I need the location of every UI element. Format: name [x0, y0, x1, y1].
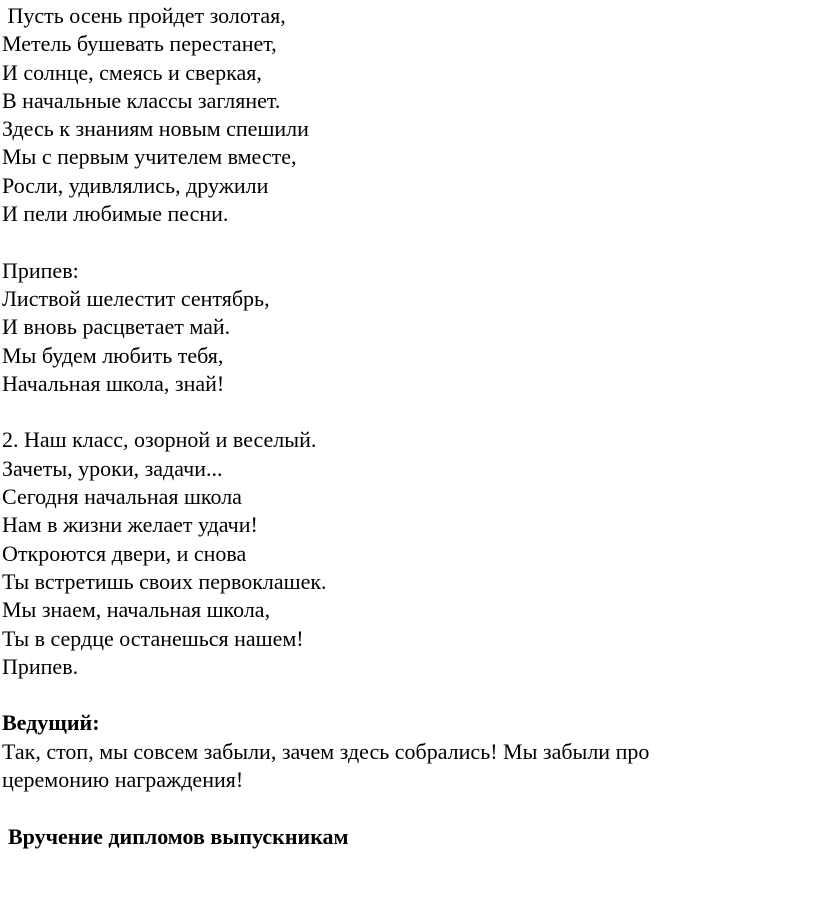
- section-heading: Вручение дипломов выпускникам: [8, 823, 349, 849]
- verse-line: Пусть осень пройдет золотая,: [2, 3, 286, 28]
- chorus: [2, 257, 812, 398]
- verse-line: Мы с первым учителем вместе,: [2, 144, 297, 170]
- verse-line: Сегодня начальная школа: [2, 484, 242, 510]
- verse-1: [2, 2, 812, 228]
- verse-line: В начальные классы заглянет.: [2, 87, 281, 113]
- verse-line: Зачеты, уроки, задачи...: [2, 455, 223, 481]
- chorus-line: Начальная школа, знай!: [2, 370, 225, 396]
- chorus-line: И вновь расцветает май.: [2, 314, 231, 340]
- verse-line: 2. Наш класс, озорной и веселый.: [2, 427, 317, 453]
- verse-line: Откроются двери, и снова: [2, 540, 247, 566]
- verse-line: Ты встретишь своих первоклашек.: [2, 568, 327, 594]
- host-label: Ведущий:: [2, 710, 100, 736]
- chorus-label: Припев:: [2, 257, 79, 283]
- verse-line: Метель бушевать перестанет,: [2, 31, 277, 57]
- host-block: [2, 709, 812, 794]
- document-page: [2, 2, 812, 851]
- verse-line: Росли, удивлялись, дружили: [2, 172, 269, 198]
- chorus-reference: Припев.: [2, 653, 79, 679]
- chorus-line: Мы будем любить тебя,: [2, 342, 224, 368]
- stanza-gap: [2, 398, 812, 426]
- stanza-gap: [2, 681, 812, 709]
- verse-2: [2, 426, 812, 681]
- verse-line: Мы знаем, начальная школа,: [2, 597, 271, 623]
- chorus-line: Листвой шелестит сентябрь,: [2, 285, 270, 311]
- stanza-gap: [2, 228, 812, 256]
- verse-line: И солнце, смеясь и сверкая,: [2, 59, 262, 85]
- host-speech-line: церемонию награждения!: [2, 767, 244, 793]
- verse-line: Здесь к знаниям новым спешили: [2, 116, 309, 142]
- verse-line: Ты в сердце останешься нашем!: [2, 625, 304, 651]
- section-gap: [2, 794, 812, 822]
- verse-line: И пели любимые песни.: [2, 201, 229, 227]
- host-speech-line: Так, стоп, мы совсем забыли, зачем здесь собрались! Мы забыли про: [2, 738, 650, 764]
- verse-line: Нам в жизни желает удачи!: [2, 512, 258, 538]
